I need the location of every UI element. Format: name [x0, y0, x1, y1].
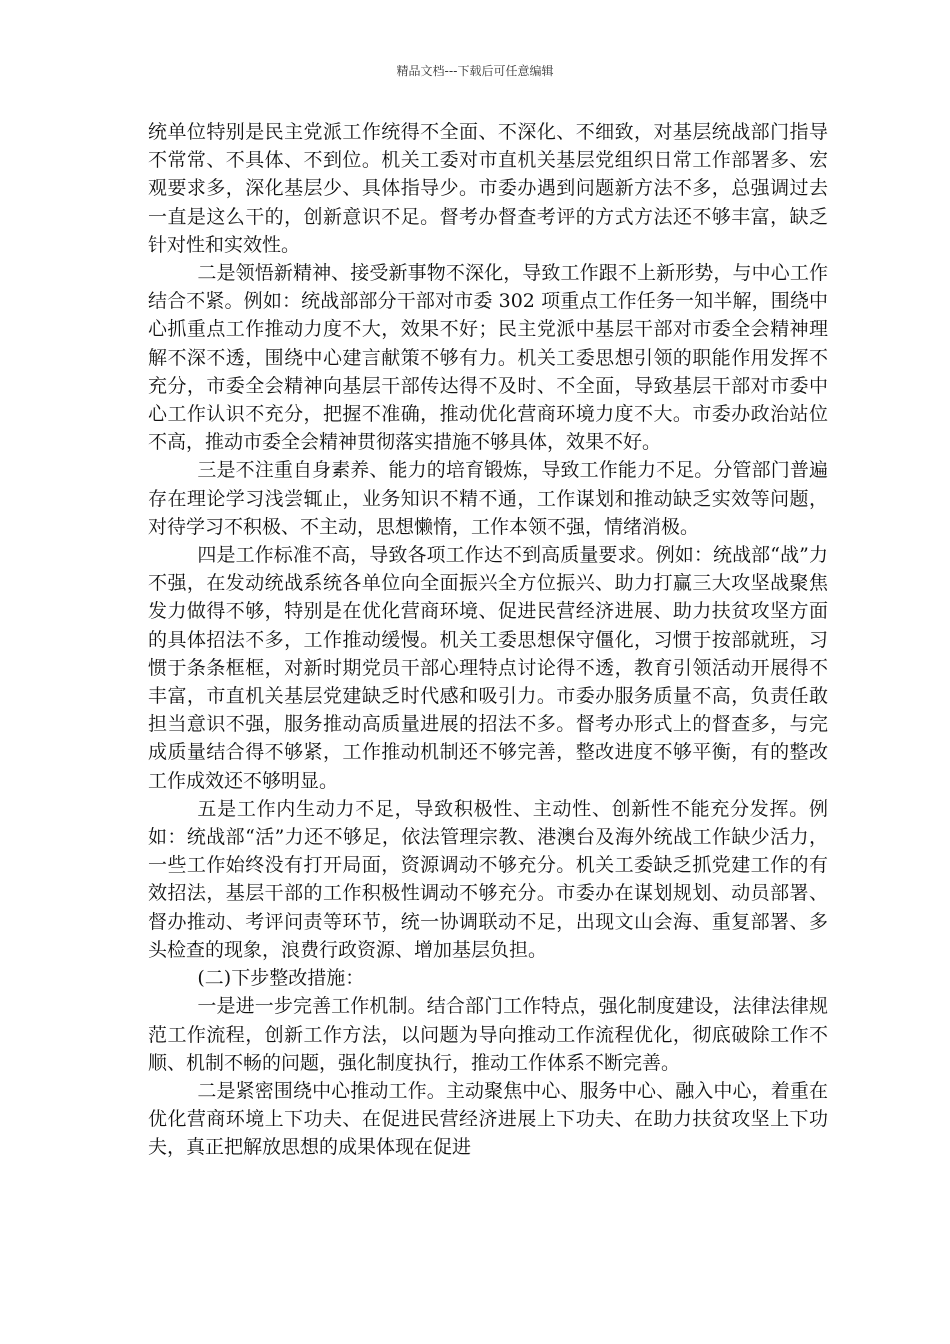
paragraph-6: 一是进一步完善工作机制。结合部门工作特点，强化制度建设，法律法律规范工作流程，创新工作方法，以问题为导向推动工作流程优化，彻底破除工作不顺、机制不畅的问题，强化制度执行，推动工作体系不断完善。	[148, 995, 828, 1074]
paragraph-7: 二是紧密围绕中心推动工作。主动聚焦中心、服务中心、融入中心，着重在优化营商环境上下功夫、在促进民营经济进展上下功夫、在助力扶贫攻坚上下功夫，真正把解放思想的成果体现在促进	[148, 1079, 828, 1159]
page-header: 精品文档---下载后可任意编辑	[396, 64, 554, 78]
paragraph-4: 四是工作标准不高，导致各项工作达不到高质量要求。例如：统战部“战”力不强，在发动统战系统各单位向全面振兴全方位振兴、助力打赢三大攻坚战聚焦发力做得不够，特别是在优化营商环境、促进民营经济进展、助力扶贫攻坚方面的具体招法不多，工作推动缓慢。机关工委思想保守僵化，习惯于按部就班，习惯于条条框框，对新时期党员干部心理特点讨论得不透，教育引领活动开展得不丰富，市直机关基层党建缺乏时代感和吸引力。市委办服务质量不高，负责任敢担当意识不强，服务推动高质量进展的招法不多。督考办形式上的督查多，与完成质量结合得不够紧，工作推动机制还不够完善，整改进度不够平衡，有的整改工作成效还不够明显。	[148, 544, 828, 792]
section-heading: (二)下步整改措施：	[197, 967, 365, 990]
paragraph-2: 二是领悟新精神、接受新事物不深化，导致工作跟不上新形势，与中心工作结合不紧。例如：统战部部分干部对市委 302 项重点工作任务一知半解，围绕中心抓重点工作推动力度不大，效果不好；民主党派中基层干部对市委全会精神理解不深不透，围绕中心建言献策不够有力。机关工委思想引领的职能作用发挥不充分，市委全会精神向基层干部传达得不及时、不全面，导致基层干部对市委中心工作认识不充分，把握不准确，推动优化营商环境力度不大。市委办政治站位不高，推动市委全会精神贯彻落实措施不够具体，效果不好。	[148, 262, 828, 454]
paragraph-5: 五是工作内生动力不足，导致积极性、主动性、创新性不能充分发挥。例如：统战部“活”力还不够足，依法管理宗教、港澳台及海外统战工作缺少活力，一些工作始终没有打开局面，资源调动不够充分。机关工委缺乏抓党建工作的有效招法，基层干部的工作积极性调动不够充分。市委办在谋划规划、动员部署、督办推动、考评问责等环节，统一协调联动不足，出现文山会海、重复部署、多头检查的现象，浪费行政资源、增加基层负担。	[148, 797, 828, 961]
paragraph-1: 统单位特别是民主党派工作统得不全面、不深化、不细致，对基层统战部门指导不常常、不具体、不到位。机关工委对市直机关基层党组织日常工作部署多、宏观要求多，深化基层少、具体指导少。市委办遇到问题新方法不多，总强调过去一直是这么干的，创新意识不足。督考办督查考评的方式方法还不够丰富，缺乏针对性和实效性。	[148, 121, 828, 256]
paragraph-3: 三是不注重自身素养、能力的培育锻炼，导致工作能力不足。分管部门普遍存在理论学习浅尝辄止，业务知识不精不通，工作谋划和推动缺乏实效等问题，对待学习不积极、不主动，思想懒惰，工作本领不强，情绪消极。	[148, 459, 828, 538]
document-body	[148, 118, 828, 1162]
